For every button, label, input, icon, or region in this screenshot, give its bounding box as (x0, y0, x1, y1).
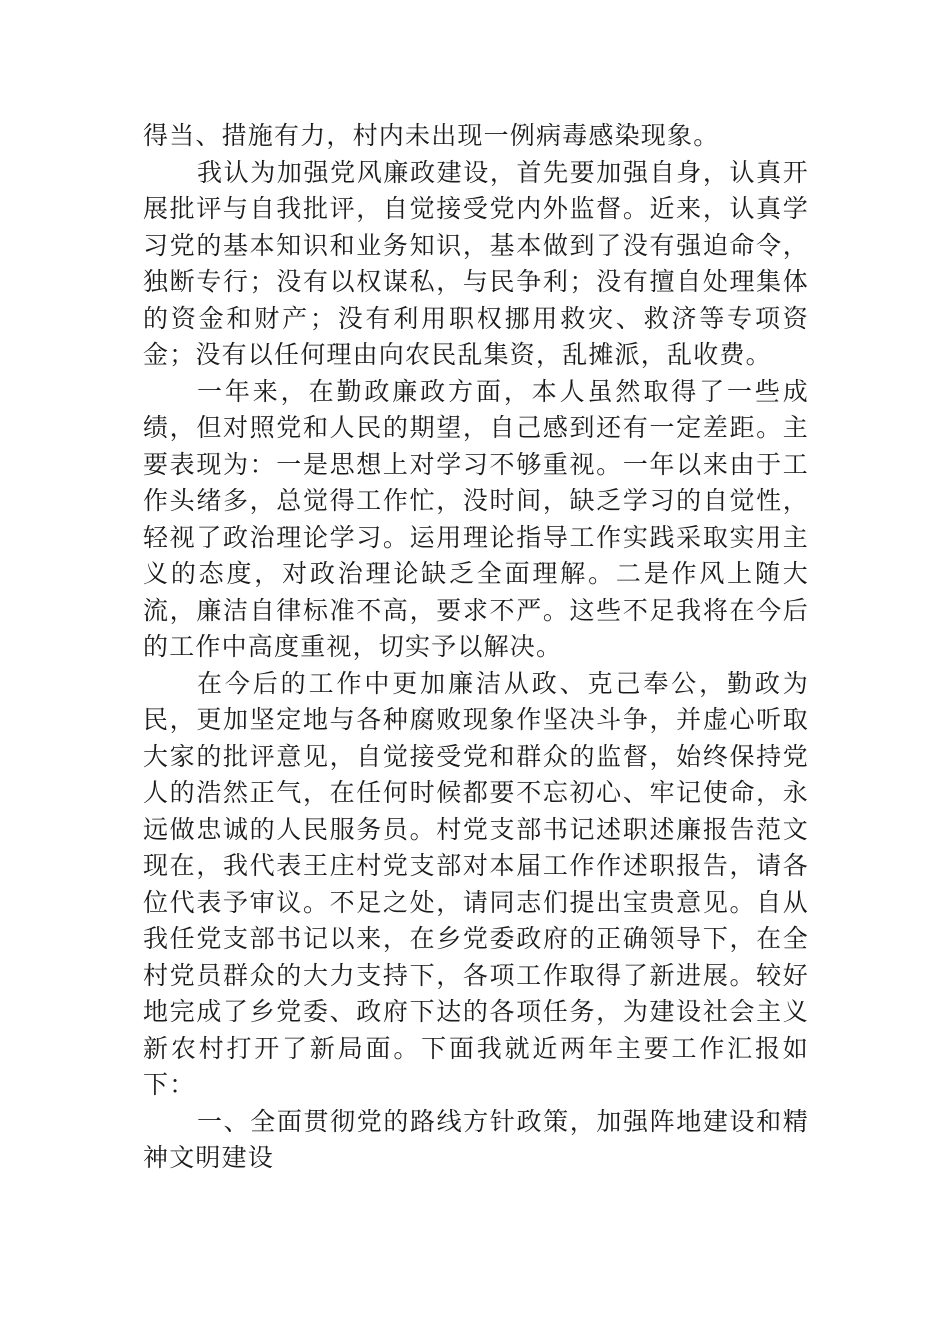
paragraph-1: 得当、措施有力，村内未出现一例病毒感染现象。 (143, 121, 720, 150)
paragraph-3: 一年来，在勤政廉政方面，本人虽然取得了一些成绩，但对照党和人民的期望，自己感到还有一定差距。主要表现为：一是思想上对学习不够重视。一年以来由于工作头绪多，总觉得工作忙，没时间，缺乏学习的自觉性，轻视了政治理论学习。运用理论指导工作实践采取实用主义的态度，对政治理论缺乏全面理解。二是作风上随大流，廉洁自律标准不高，要求不严。这些不足我将在今后的工作中高度重视，切实予以解决。 (143, 376, 809, 661)
paragraph-4: 在今后的工作中更加廉洁从政、克己奉公，勤政为民，更加坚定地与各种腐败现象作坚决斗争，并虚心听取大家的批评意见，自觉接受党和群众的监督，始终保持党人的浩然正气，在任何时候都要不忘初心、牢记使命，永远做忠诚的人民服务员。村党支部书记述职述廉报告范文现在，我代表王庄村党支部对本届工作作述职报告，请各位代表予审议。不足之处，请同志们提出宝贵意见。自从我任党支部书记以来，在乡党委政府的正确领导下，在全村党员群众的大力支持下，各项工作取得了新进展。较好地完成了乡党委、政府下达的各项任务，为建设社会主义新农村打开了新局面。下面我就近两年主要工作汇报如下： (143, 668, 809, 1099)
paragraph-5-section-heading: 一、全面贯彻党的路线方针政策，加强阵地建设和精神文明建设 (143, 1106, 809, 1172)
paragraph-2: 我认为加强党风廉政建设，首先要加强自身，认真开展批评与自我批评，自觉接受党内外监督。近来，认真学习党的基本知识和业务知识，基本做到了没有强迫命令，独断专行；没有以权谋私，与民争利；没有擅自处理集体的资金和财产；没有利用职权挪用救灾、救济等专项资金；没有以任何理由向农民乱集资，乱摊派，乱收费。 (143, 157, 809, 369)
document-body (143, 118, 809, 1177)
